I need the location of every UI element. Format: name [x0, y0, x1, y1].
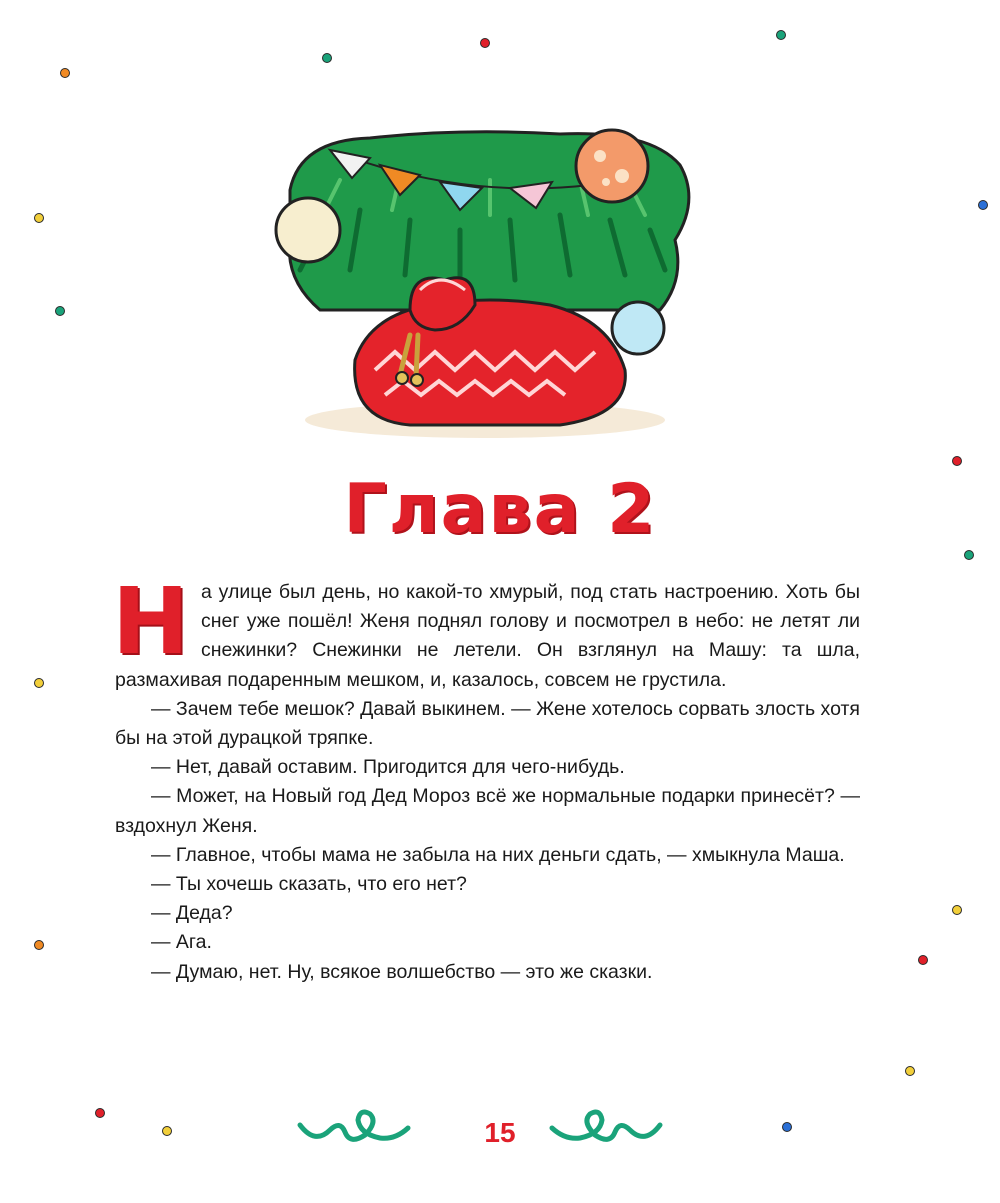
confetti-dot [776, 30, 786, 40]
paragraph: — Может, на Новый год Дед Мороз всё же нормальные подарки принесёт? — вздохнул Женя. [115, 785, 860, 837]
chapter-title: Глава 2 [343, 470, 657, 549]
paragraph: — Зачем тебе мешок? Давай выкинем. — Жене хотелось сорвать злость хотя бы на этой дурацкой тряпке. [115, 697, 860, 750]
chapter-text [112, 568, 860, 987]
confetti-dot [34, 213, 44, 223]
christmas-sack-illustration [260, 120, 710, 450]
confetti-dot [322, 53, 332, 63]
confetti-dot [480, 38, 490, 48]
confetti-dot [60, 68, 70, 78]
paragraph: — Главное, чтобы мама не забыла на них деньги сдать, — хмыкнула Маша. [151, 843, 845, 866]
confetti-dot [964, 550, 974, 560]
paragraph: — Ага. [151, 931, 212, 954]
paragraph: — Деда? [151, 902, 233, 925]
confetti-dot [905, 1066, 915, 1076]
confetti-dot [952, 905, 962, 915]
page-number: 15 [484, 1117, 516, 1148]
bauble [576, 130, 648, 202]
paragraph: а улице был день, но какой-то хмурый, под стать настроению. Хоть бы снег уже пошёл! Женя поднял голову и посмотрел в небо: не летят ли снежинки? Снежинки не летели. Он взглянул на Машу: та шла, размахивая подаренным мешком, и, казалось, совсем не грустила. [115, 581, 860, 691]
drop-cap: Н [112, 568, 189, 675]
bauble [612, 302, 664, 354]
confetti-dot [918, 955, 928, 965]
bauble [276, 198, 340, 262]
confetti-dot [34, 678, 44, 688]
paragraph: — Нет, давай оставим. Пригодится для чего-нибудь. [151, 756, 625, 779]
confetti-dot [34, 940, 44, 950]
confetti-dot [978, 200, 988, 210]
confetti-dot [952, 456, 962, 466]
confetti-dot [55, 306, 65, 316]
paragraph: — Ты хочешь сказать, что его нет? [151, 873, 467, 896]
paragraph: — Думаю, нет. Ну, всякое волшебство — это же сказки. [151, 960, 653, 983]
